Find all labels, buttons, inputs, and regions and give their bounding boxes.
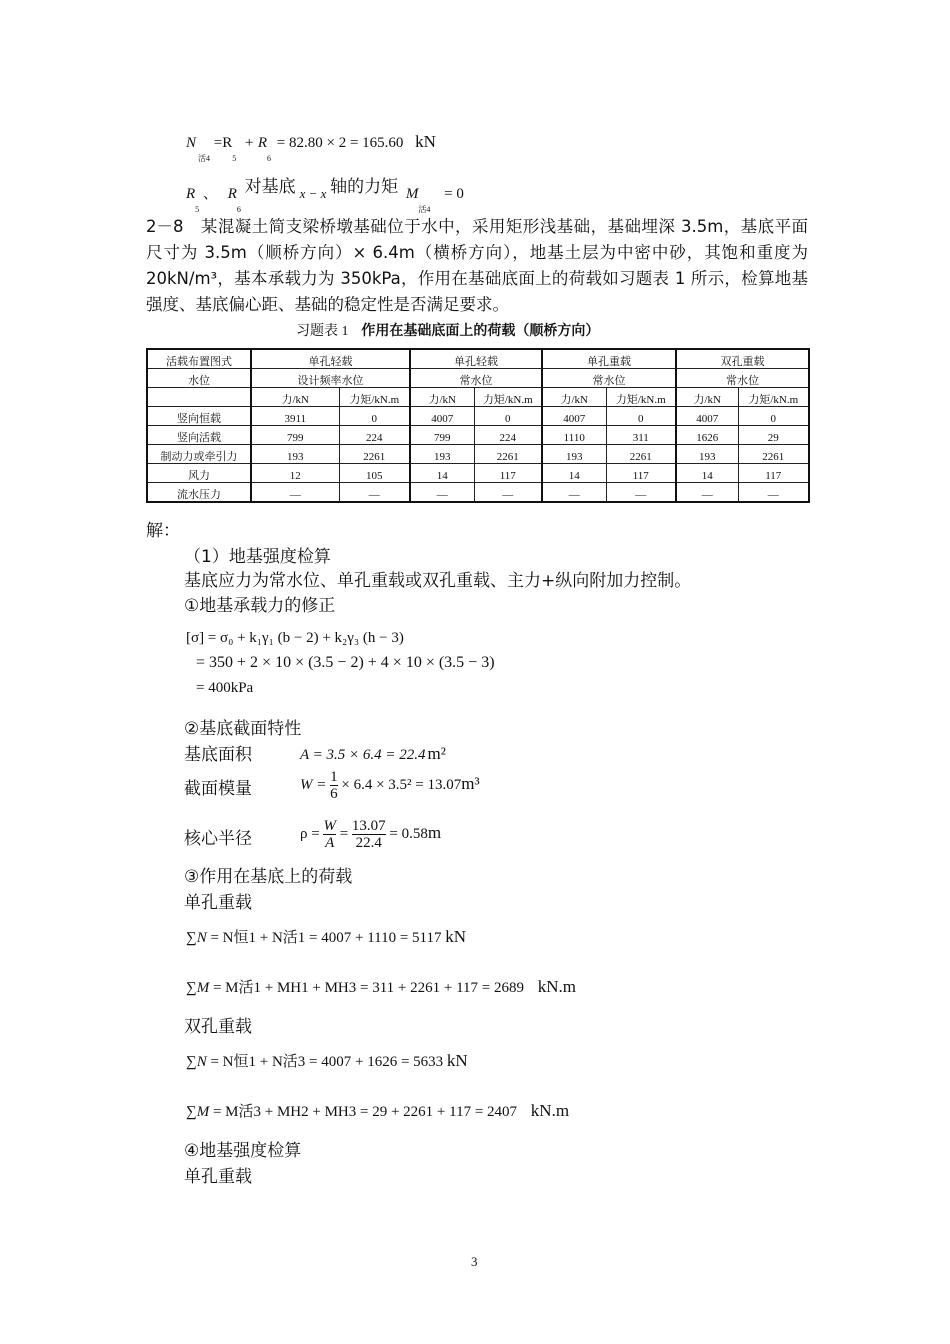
table-cell: 117 bbox=[738, 464, 809, 483]
table-cell: 193 bbox=[542, 445, 606, 464]
table-header-cell: 活载布置图式 bbox=[147, 349, 251, 369]
table-cell: 224 bbox=[339, 426, 410, 445]
sigma-equation-line1: [σ] = σ₀ + k₁γ₁ (b − 2) + k₂γ₃ (h − 3) bbox=[186, 630, 404, 646]
table-header-cell: 力/kN bbox=[542, 388, 606, 407]
table-header-cell: 力/kN bbox=[676, 388, 738, 407]
table-row-water bbox=[147, 369, 809, 388]
table-header-cell: 力矩/kN.m bbox=[474, 388, 542, 407]
table-cell: 14 bbox=[676, 464, 738, 483]
sum-m-single-equation: ∑M = M活1 + MH1 + MH3 = 311 + 2261 + 117 = 2689 kN.m bbox=[186, 977, 576, 996]
load-table bbox=[146, 348, 810, 503]
table-cell: 3911 bbox=[251, 407, 339, 426]
table-header-cell: 常水位 bbox=[676, 369, 809, 388]
core-radius-label: 核心半径 bbox=[184, 829, 252, 849]
table-cell: 2261 bbox=[339, 445, 410, 464]
table-cell: 193 bbox=[410, 445, 474, 464]
row-label: 竖向活载 bbox=[147, 426, 251, 445]
area-label: 基底面积 bbox=[184, 745, 252, 765]
table-row-layout bbox=[147, 349, 809, 369]
n-huo4-equation: $N_{活4} =R_5 + R_6 = 82.80 \times 2 = 165.60$ kN bbox=[186, 132, 436, 163]
table-cell: 29 bbox=[738, 426, 809, 445]
row-label: 流水压力 bbox=[147, 483, 251, 503]
sum-m-double-equation: ∑M = M活3 + MH2 + MH3 = 29 + 2261 + 117 = 2407 kN.m bbox=[186, 1101, 570, 1120]
single-heavy-label: 单孔重载 bbox=[184, 893, 252, 913]
sum-n-double-equation: ∑N = N恒1 + N活3 = 4007 + 1626 = 5633 kN bbox=[186, 1051, 468, 1070]
row-label: 风力 bbox=[147, 464, 251, 483]
table-cell: — bbox=[410, 483, 474, 503]
table-header-cell: 常水位 bbox=[542, 369, 676, 388]
section-modulus-equation: W = $\frac{1}{6}$ × 6.4 × 3.5² = 13.07m³ bbox=[300, 769, 480, 802]
double-heavy-label: 双孔重载 bbox=[184, 1017, 252, 1037]
table-row-units bbox=[147, 388, 809, 407]
table-header-cell: 力/kN bbox=[410, 388, 474, 407]
table-cell: 117 bbox=[474, 464, 542, 483]
table-cell: — bbox=[676, 483, 738, 503]
table-header-cell: 力矩/kN.m bbox=[606, 388, 676, 407]
sigma-equation-line3: = 400kPa bbox=[196, 680, 254, 696]
single-heavy-label-2: 单孔重载 bbox=[184, 1167, 252, 1187]
table-header-cell: 单孔轻载 bbox=[410, 349, 542, 369]
table-cell: 0 bbox=[738, 407, 809, 426]
table-cell: 799 bbox=[410, 426, 474, 445]
table-row bbox=[147, 483, 809, 503]
table-header-cell: 单孔重载 bbox=[542, 349, 676, 369]
section-modulus-label: 截面模量 bbox=[184, 779, 252, 799]
row-label: 制动力或牵引力 bbox=[147, 445, 251, 464]
control-statement: 基底应力为常水位、单孔重载或双孔重载、主力+纵向附加力控制。 bbox=[184, 571, 692, 591]
moment-zero-line: $R_5$ 、 $R_6$ 对基底 x − x 轴的力矩 $M_{活4} = 0$ bbox=[186, 177, 464, 214]
table-cell: 311 bbox=[606, 426, 676, 445]
table-header-cell: 水位 bbox=[147, 369, 251, 388]
table-caption: 习题表 1 作用在基础底面上的荷载（顺桥方向） bbox=[296, 323, 600, 339]
core-radius-equation: ρ = $\frac{W}{A}$ = $\frac{13.07}{22.4}$ = 0.58m bbox=[300, 818, 442, 851]
table-cell: 4007 bbox=[676, 407, 738, 426]
table-cell: — bbox=[339, 483, 410, 503]
bearing-correction-heading: ①地基承载力的修正 bbox=[184, 596, 336, 616]
table-cell: — bbox=[542, 483, 606, 503]
area-equation: A = 3.5 × 6.4 = 22.4 m² bbox=[300, 744, 446, 763]
table-cell: 105 bbox=[339, 464, 410, 483]
table-header-cell: 单孔轻载 bbox=[251, 349, 410, 369]
row-label: 竖向恒载 bbox=[147, 407, 251, 426]
sigma-equation-line2: = 350 + 2 × 10 × (3.5 − 2) + 4 × 10 × (3.5 − 3) bbox=[196, 654, 495, 671]
table-cell: 0 bbox=[474, 407, 542, 426]
strength-check-heading: ④地基强度检算 bbox=[184, 1141, 302, 1161]
table-cell: 0 bbox=[339, 407, 410, 426]
table-cell: 117 bbox=[606, 464, 676, 483]
table-header-cell: 力矩/kN.m bbox=[738, 388, 809, 407]
table-cell: 224 bbox=[474, 426, 542, 445]
table-row bbox=[147, 407, 809, 426]
table-cell: 193 bbox=[251, 445, 339, 464]
table-cell: 193 bbox=[676, 445, 738, 464]
table-cell: 14 bbox=[542, 464, 606, 483]
table-row bbox=[147, 464, 809, 483]
problem-statement: 2－8 某混凝土简支梁桥墩基础位于水中，采用矩形浅基础，基础埋深 3.5m，基底平面尺寸为 3.5m（顺桥方向）× 6.4m（横桥方向），地基土层为中密中砂，其饱和重度为 20kN/m³，基本承载力为 350kPa，作用在基础底面上的荷载如习题表 1 所示，检算地基强度、基底偏心距、基础的稳定性是否满足要求。 bbox=[146, 217, 808, 314]
table-cell: 1110 bbox=[542, 426, 606, 445]
sum-n-single-equation: ∑N = N恒1 + N活1 = 4007 + 1110 = 5117 kN bbox=[186, 927, 467, 946]
table-header-cell: 双孔重载 bbox=[676, 349, 809, 369]
table-header-cell: 常水位 bbox=[410, 369, 542, 388]
table-header-cell: 力/kN bbox=[251, 388, 339, 407]
section-properties-heading: ②基底截面特性 bbox=[184, 719, 302, 739]
page-number: 3 bbox=[471, 1254, 478, 1269]
table-cell: 2261 bbox=[738, 445, 809, 464]
table-cell: — bbox=[606, 483, 676, 503]
table-cell: 1626 bbox=[676, 426, 738, 445]
table-cell: 4007 bbox=[410, 407, 474, 426]
loads-heading: ③作用在基底上的荷载 bbox=[184, 867, 353, 887]
table-cell: 2261 bbox=[606, 445, 676, 464]
step1-heading: （1）地基强度检算 bbox=[184, 547, 331, 567]
solution-label: 解： bbox=[146, 521, 180, 541]
table-header-cell: 力矩/kN.m bbox=[339, 388, 410, 407]
table-cell: 0 bbox=[606, 407, 676, 426]
table-cell: — bbox=[474, 483, 542, 503]
table-row bbox=[147, 426, 809, 445]
table-cell: 12 bbox=[251, 464, 339, 483]
table-cell: 14 bbox=[410, 464, 474, 483]
table-cell: 4007 bbox=[542, 407, 606, 426]
table-cell: — bbox=[251, 483, 339, 503]
table-cell bbox=[147, 388, 251, 407]
table-header-cell: 设计频率水位 bbox=[251, 369, 410, 388]
table-row bbox=[147, 445, 809, 464]
table-cell: 799 bbox=[251, 426, 339, 445]
table-cell: — bbox=[738, 483, 809, 503]
table-cell: 2261 bbox=[474, 445, 542, 464]
